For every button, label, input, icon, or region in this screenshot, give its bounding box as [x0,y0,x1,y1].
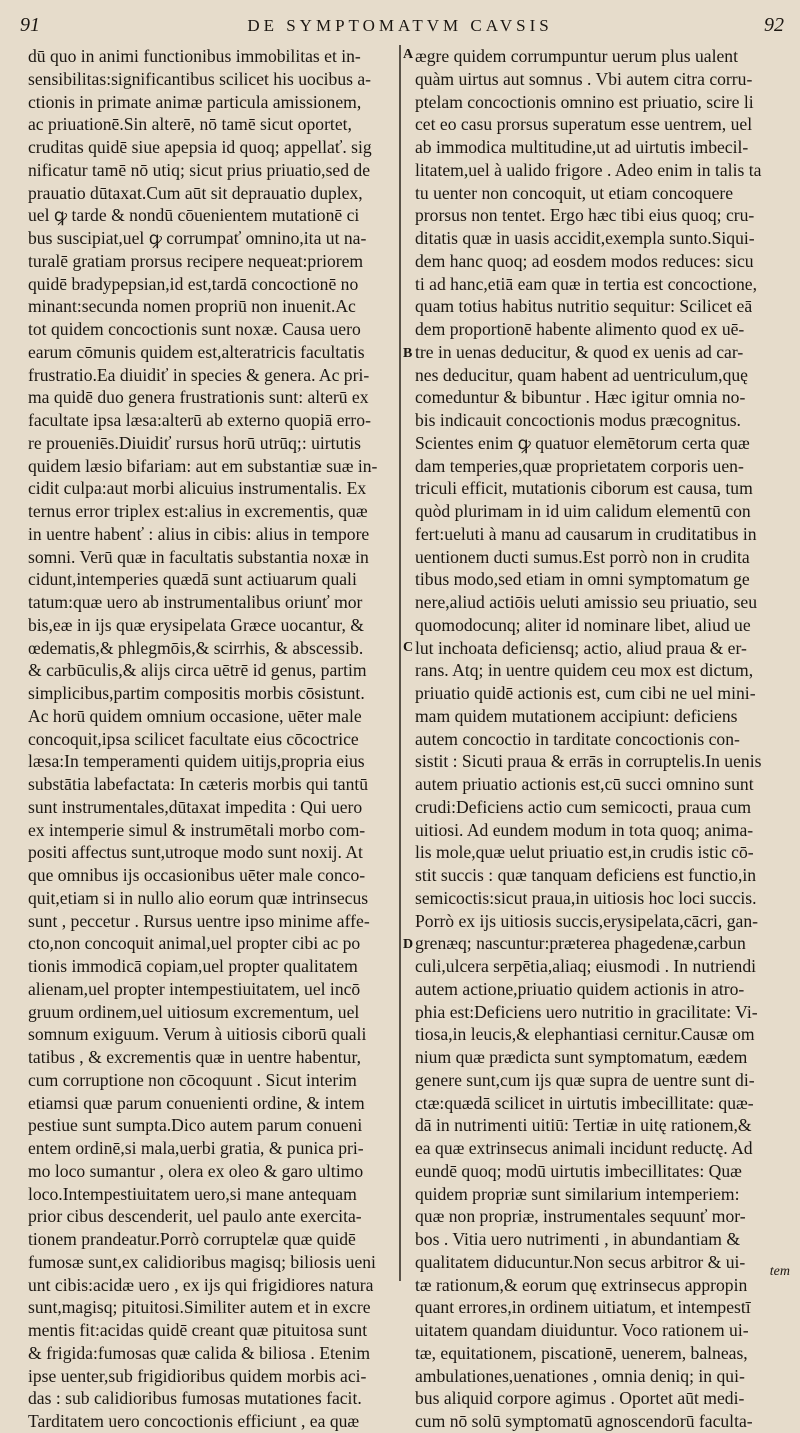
column-divider [399,45,401,1281]
text-line: ditatis quæ in uasis accidit,exempla sunto.Siqui- [415,228,755,248]
text-line: loco.Intempestiuitatem uero,si mane antequam [28,1183,357,1204]
text-line: autem priuatio actionis est,cū succi omnino sunt [415,774,754,794]
text-line: ptelam concoctionis omnino est priuatio, scire li [415,91,754,112]
text-line: tiosa,in leucis,& elephantiasi cernitur.Causæ om [415,1024,755,1045]
text-line: quidem læsio bifariam: aut em substantiæ suæ in- [28,455,378,476]
text-line: sensibilitas:significantibus scilicet his uocibus a- [28,68,372,89]
text-line: bos . Vitia uero nutrimenti , in abundantiam & [415,1229,741,1249]
text-line: tæ rationum,& eorum quę extrinsecus appropin [415,1274,748,1295]
text-line: sunt,magisq; pituitosi.Similiter autem et in excre [28,1297,371,1318]
text-line: dem hanc quoq; ad eosdem modos reduces: sicu [415,250,754,271]
text-line: cidit culpa:aut morbi alicuius instrumentalis. Ex [28,478,367,499]
text-line: fert:ueluti à manu ad causarum in cruditatibus in [415,523,757,544]
text-line: das : sub calidioribus fumosas mutationes facit. [28,1388,362,1409]
text-line: etiamsi quæ parum conuenienti ordine, & intem [28,1092,365,1113]
text-line: cidunt,intemperies quædā sunt actiuarum quali [28,569,357,590]
text-line: simplicibus,partim compositis morbis cōsistunt. [28,683,365,703]
text-line: bus suscipiat,uel ꝙ corrumpať omnino,ita ut na- [28,228,367,248]
text-line: quomodocunq; aliter id nominare libet, aliud ue [415,614,751,635]
text-line: positi affectus sunt,utroque modo sunt noxij. At [28,842,363,863]
text-line: tatum:quæ uero ab instrumentalibus oriunť mor [28,592,363,612]
text-line: ab immodica multitudine,ut ad uirtutis imbecil- [415,137,749,157]
text-line: phia est:Deficiens uero nutritio in gracilitate: Vi- [415,1001,758,1022]
right-text-column [415,45,781,1431]
text-line: uitatem quandam diuiduntur. Voco rationem ui- [415,1320,749,1340]
text-line: bis,eæ in ijs quæ erysipelata Græce uocantur, & [28,614,364,635]
text-line: uel ꝙ tarde & nondū cōuenientem mutationē ci [28,205,360,226]
text-line: semicoctis:sicut praua,in uitiosis hoc loci succis. [415,887,757,908]
text-line: earum cōmunis quidem est,alteratricis facultatis [28,341,365,362]
text-line: lut inchoata deficiensq; actio, aliud praua & er- [415,637,747,658]
text-line: prior cibus descenderit, uel paulo ante exercita- [28,1206,362,1227]
text-line: somnum exiguum. Verum à uitiosis ciborū quali [28,1024,367,1045]
text-line: priuatio quidē actionis est, cum cibi ne uel mini- [415,683,756,703]
text-line: in uentre habenť : alius in cibis: alius in tempore [28,523,370,544]
catchword: tem [769,1264,790,1279]
text-line: fumosæ sunt,ex calidioribus magisq; biliosis ueni [28,1251,376,1272]
text-line: Scientes enim ꝙ quatuor elemētorum certa quæ [415,432,750,453]
text-line: mo loco sumantur , olera ex oleo & garo ultimo [28,1160,364,1181]
running-header [0,14,800,40]
text-line: autem concoctio in tarditate concoctionis con- [415,728,740,749]
text-line: ternus error triplex est:alius in excrementis, quæ [28,501,368,521]
text-line: dā in nutrimenti uitiū: Tertiæ in uitę rationem,& [415,1115,752,1136]
text-line: ex intemperie simul & instrumētali morbo com- [28,819,366,840]
text-line: uitiosi. Ad eundem modum in tota quoq; anima- [415,819,754,840]
text-line: ac priuationē.Sin alterē, nō tamē sicut oportet, [28,114,352,135]
text-line: ipse uenter,sub frigidioribus quidem morbis aci- [28,1365,367,1386]
text-line: sistit : Sicuti praua & errās in corruptelis.In uenis [415,751,762,772]
text-line: tionem prandeatur.Porrò corruptelæ quæ quidē [28,1229,356,1249]
text-line: bis indicauit concoctionis modus præcognitus. [415,410,741,430]
text-line: somni. Verū quæ in facultatis substantia noxæ in [28,546,369,567]
page-number-left: 91 [20,14,40,36]
text-line: turalē gratiam prorsus recipere nequeat:priorem [28,250,364,271]
text-line: tu uenter non concoquit, ut etiam concoquere [415,182,734,203]
text-line: & carbūculis,& alijs circa uētrē id genus, partim [28,660,367,681]
text-line: œdematis,& phlegmōis,& scirrhis, & abscessib. [28,637,364,658]
text-line: stit succis : quæ tanquam deficiens est functio,in [415,865,757,885]
text-line: nes deducitur, quam habent ad uentriculum,quę [415,364,748,385]
text-line: entem ordinē,si mala,uerbi gratia, & punica pri- [28,1138,364,1158]
text-line: mentis fit:acidas quidē creant quæ pituitosa sunt [28,1320,368,1340]
text-line: sunt , peccetur . Rursus uentre ipso minime affe- [28,910,370,931]
text-line: ctionis in primate animæ particula amissionem, [28,91,362,112]
text-line: triculi efficit, mutationis ciborum est causa, tum [415,478,753,499]
text-line: quæ non propriæ, instrumentales sequunť mor- [415,1206,746,1227]
running-title: DE SYMPTOMATVM CAVSIS [247,16,553,35]
text-line: dam temperies,quæ proprietatem corporis uen- [415,455,744,476]
text-line: quant errores,in ordinem uitiatum, et intempestī [415,1297,751,1318]
text-line: qualitatem diducuntur.Non secus arbitror & ui- [415,1251,746,1272]
text-line: tatibus , & excrementis quæ in uentre habentur, [28,1047,362,1067]
text-line: nere,aliud actiōis ueluti amissio seu priuatio, seu [415,592,758,612]
text-line: quàm uirtus aut somnus . Vbi autem citra corru- [415,68,753,89]
text-line: facultate ipsa læsa:alterū ab externo quopiā erro- [28,410,371,430]
text-line: bus aliquid corpore agimus . Oportet aūt medi- [415,1388,745,1409]
text-line: quidē bradypepsian,id est,tardā concoctionē no [28,273,359,294]
text-line: substātia labefactata: In cæteris morbis qui tantū [28,774,369,794]
text-line: cet eo casu prorsus superatum esse uentrem, uel [415,114,753,135]
text-line: ægre quidem corrumpuntur uerum plus ualent [415,46,738,66]
text-line: pestiue sunt sumpta.Dico autem parum conueni [28,1115,363,1136]
text-line: cruditas quidē siue apepsia id quoq; appellať. sig [28,137,372,157]
text-line: ctæ:quædā scilicet in uirtutis imbecillitate: quæ- [415,1092,754,1113]
text-line: eundē quoq; modū uirtutis imbecillitates: Quæ [415,1160,742,1181]
text-line: quòd plurimam in id uim calidum elementū con [415,501,751,521]
text-line: cum nō solū symptomatū agnoscendorū faculta- [415,1411,753,1431]
text-line: tæ, equitationem, piscationē, uenerem, balneas, [415,1342,748,1363]
text-line: unt cibis:acidæ uero , ex ijs qui frigidiores natura [28,1274,374,1295]
left-text-column [28,45,390,1431]
text-line: grenæq; nascuntur:præterea phagedenæ,carbun [415,933,746,954]
text-line: dū quo in animi functionibus immobilitas et in- [28,46,361,66]
text-line: tot quidem concoctionis sunt noxæ. Causa uero [28,319,361,339]
text-line: ea quæ extrinsecus animali incidunt reductę. Ad [415,1138,753,1158]
text-line: læsa:In temperamenti quidem uitijs,propria eius [28,751,365,772]
text-line: ma quidē duo genera frustrationis sunt: alterū ex [28,387,369,408]
text-line: mam quidem mutationem accipiunt: deficiens [415,705,738,726]
text-line: quam totius habitus nutritio sequitur: Scilicet eā [415,296,753,317]
text-line: nificatur tamē nō utiq; sicut prius priuatio,sed de [28,159,371,180]
text-line: re proueniēs.Diuidiť rursus horū utrūq;: uirtutis [28,432,361,453]
text-line: sunt instrumentales,dūtaxat impedita : Qui uero [28,796,363,817]
text-line: comeduntur & bibuntur . Hæc igitur omnia no- [415,387,746,408]
text-line: lis mole,quæ uelut priuatio est,in crudis istic cō- [415,842,754,863]
text-line: concoquit,ipsa scilicet facultate eius cōcoctrice [28,728,359,749]
margin-mark-b: B [403,346,413,361]
text-line: genere sunt,cum ijs quæ supra de uentre sunt di- [415,1069,755,1090]
text-line: quit,etiam si in nullo alio eorum quæ intrinsecus [28,887,369,908]
text-line: & frigida:fumosas quæ calida & biliosa . Etenim [28,1342,371,1363]
text-line: Porrò ex ijs uitiosis succis,erysipelata,cācri, gan- [415,910,758,931]
text-line: crudi:Deficiens actio cum semicocti, praua cum [415,796,752,817]
text-line: ti ad hanc,etiā eam quæ in tertia est concoctione, [415,273,757,294]
text-line: que omnibus ijs occasionibus uēter male conco- [28,865,366,885]
text-line: tibus modo,sed etiam in omni symptomatum ge [415,569,750,590]
text-line: Ac horū quidem omnium occasione, uēter male [28,705,362,726]
text-line: dem proportionē habente alimento quod ex uē- [415,319,745,339]
text-line: culi,ulcera serpētia,aliaq; eiusmodi . In nutriendi [415,956,757,976]
text-line: nium quæ prædicta sunt symptomatum, eædem [415,1047,748,1067]
text-line: autem actione,priuatio quidem actionis in atro- [415,978,745,999]
text-line: uentionem ducti sumus.Est porrò non in crudita [415,546,750,567]
text-line: frustratio.Ea diuidiť in species & genera. Ac pri- [28,364,370,385]
text-line: rans. Atq; in uentre quidem ceu mox est dictum, [415,660,754,681]
text-line: ambulationes,uenationes , omnia deniq; in qui- [415,1365,745,1386]
text-line: prauatio dūtaxat.Cum aūt sit deprauatio duplex, [28,182,363,203]
margin-mark-a: A [403,47,414,62]
text-line: Tarditatem uero concoctionis efficiunt , ea quæ [28,1411,360,1431]
text-line: litatem,uel à ualido frigore . Adeo enim in talis ta [415,159,762,180]
text-line: tre in uenas deducitur, & quod ex uenis ad car- [415,341,744,362]
text-line: minant:secunda nomen propriū non inuenit.Ac [28,296,356,317]
text-line: quidem propriæ sunt similarium intemperiem: [415,1183,740,1204]
margin-mark-d: D [403,937,414,952]
text-line: cum corruptione non cōcoquunt . Sicut interim [28,1069,357,1090]
text-line: tionis immodicā copiam,uel propter qualitatem [28,956,358,976]
text-line: alienam,uel propter intempestiuitatem, uel incō [28,978,361,999]
page-number-right: 92 [764,14,784,36]
text-line: prorsus non tentet. Ergo hæc tibi eius quoq; cru- [415,205,755,226]
text-line: cto,non concoquit animal,uel propter cibi ac po [28,933,361,954]
text-line: gruum ordinem,uel uitiosum excrementum, uel [28,1001,360,1022]
margin-mark-c: C [403,640,414,655]
